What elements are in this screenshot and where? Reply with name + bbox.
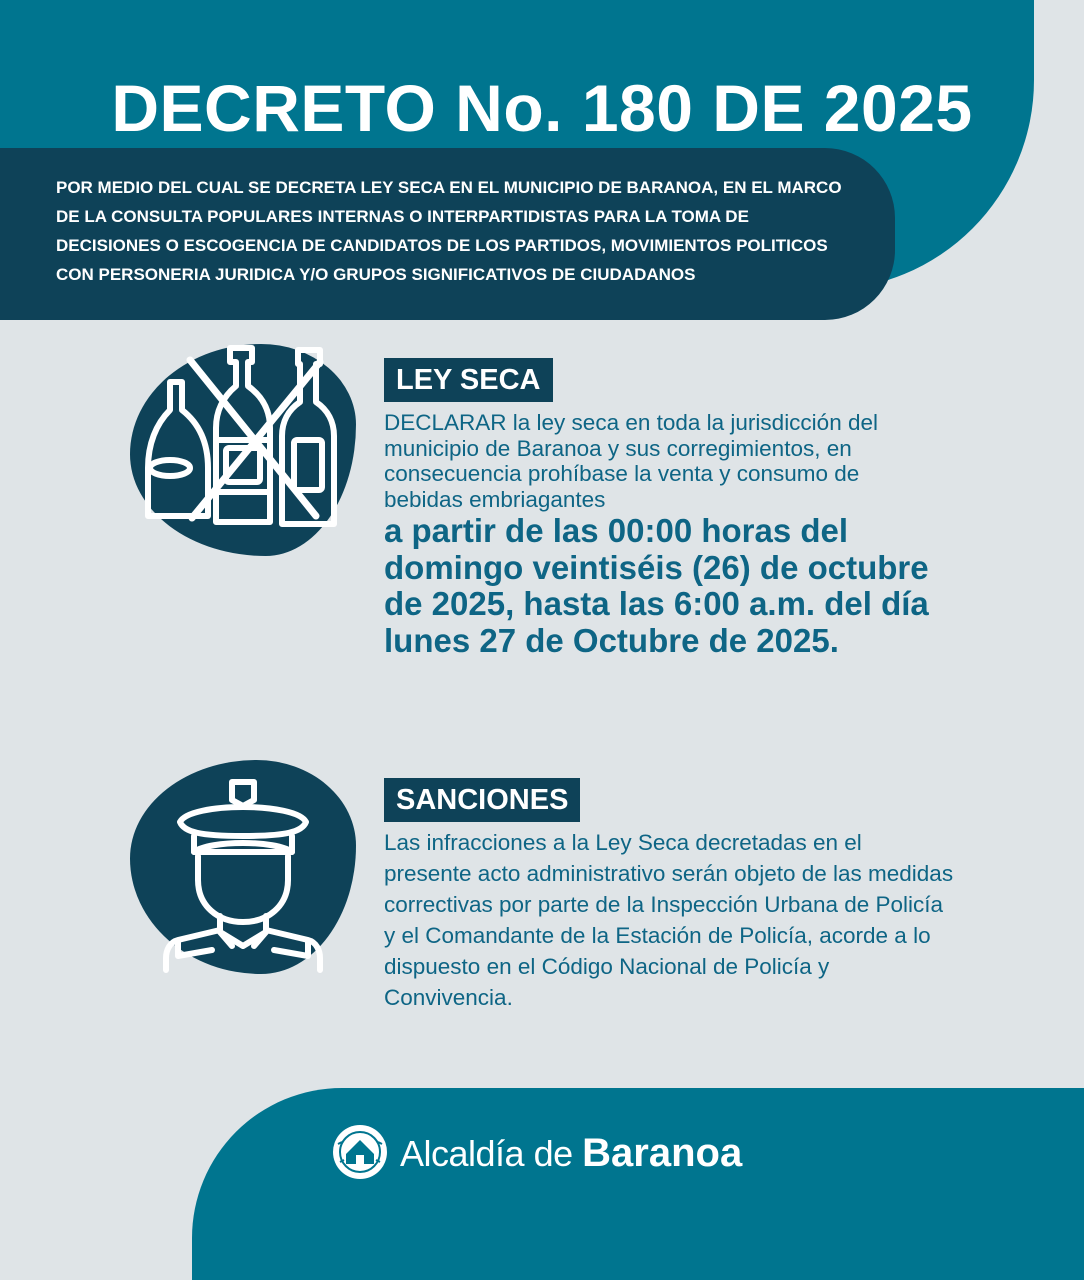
ley-seca-text: DECLARAR la ley seca en toda la jurisdicción del municipio de Baranoa y sus corregimientos, en consecuencia prohíbase la venta y consumo de bebidas embriagantes [384,410,878,512]
brand-light-text: Alcaldía de [400,1133,583,1174]
page-title: DECRETO No. 180 DE 2025 [111,71,973,145]
sanciones-label: SANCIONES [384,778,580,822]
police-officer-icon [130,760,356,974]
municipal-seal-icon [330,1122,390,1182]
decree-subtitle: POR MEDIO DEL CUAL SE DECRETA LEY SECA EN EL MUNICIPIO DE BARANOA, EN EL MARCO DE LA CONSULTA POPULARES INTERNAS O INTERPARTIDISTAS PARA LA TOMA DE DECISIONES O ESCOGENCIA DE CANDIDATOS DE LOS PARTIDOS, MOVIMIENTOS POLITICOS CON PERSONERIA JURIDICA Y/O GRUPOS SIGNIFICATIVOS DE CIUDADANOS [56,178,842,284]
ley-seca-label: LEY SECA [384,358,553,402]
no-alcohol-bottles-icon [130,340,356,560]
footer-band [192,1088,1084,1280]
ley-seca-highlight: a partir de las 00:00 horas del domingo veintiséis (26) de octubre de 2025, hasta las 6:00 a.m. del día lunes 27 de Octubre de 2025. [384,512,929,659]
brand-logotype [400,1130,742,1177]
brand-bold-text: Baranoa [582,1131,743,1175]
sanciones-text: Las infracciones a la Ley Seca decretadas en el presente acto administrativo serán objeto de las medidas correctivas por parte de la Inspección Urbana de Policía y el Comandante de la Estación de Policía, acorde a lo dispuesto en el Código Nacional de Policía y Convivencia. [384,830,954,1010]
